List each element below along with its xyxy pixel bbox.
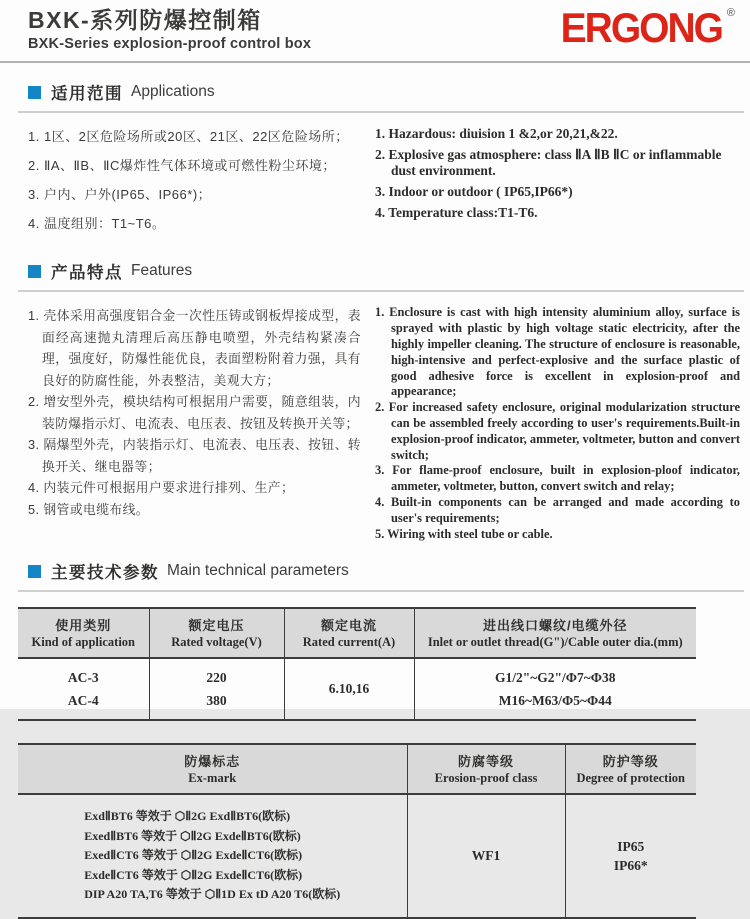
section-features bbox=[0, 259, 750, 542]
header-divider bbox=[0, 61, 750, 63]
list-item: 4. 内装元件可根据用户要求进行排列、生产； bbox=[28, 480, 295, 496]
list-item: 2. ⅡA、ⅡB、ⅡC爆炸性气体环境或可燃性粉尘环境； bbox=[28, 158, 336, 174]
col-header-en: Inlet or outlet thread(G")/Cable outer dia.(mm) bbox=[427, 635, 683, 650]
features-columns bbox=[0, 292, 750, 542]
header-titles bbox=[28, 7, 311, 52]
parameters-heading-en: Main technical parameters bbox=[167, 562, 349, 580]
ex-mark-lines bbox=[84, 807, 340, 905]
applications-list-zh bbox=[28, 126, 361, 242]
blue-square-bullet-icon bbox=[28, 86, 41, 99]
applications-columns bbox=[0, 113, 750, 242]
col-header-zh: 额定电压 bbox=[188, 618, 245, 634]
voltage-value: 220 bbox=[206, 670, 227, 686]
col-header-zh: 防腐等级 bbox=[457, 754, 514, 770]
list-item: 3. 隔爆型外壳，内装指示灯、电流表、电压表、按钮、转换开关、继电器等； bbox=[28, 437, 361, 474]
features-list-en bbox=[375, 305, 740, 542]
list-item: 2. 增安型外壳，模块结构可根据用户需要，随意组装，内装防爆指示灯、电流表、电压表、按钮及转换开关等； bbox=[28, 394, 361, 431]
table-header-row bbox=[18, 608, 696, 658]
current-cell: 6.10,16 bbox=[284, 658, 414, 720]
list-item: 5. Wiring with steel tube or cable. bbox=[375, 526, 553, 541]
page-title: BXK-系列防爆控制箱 bbox=[28, 7, 262, 33]
features-heading bbox=[0, 259, 750, 283]
application-value: AC-4 bbox=[67, 693, 99, 709]
list-item: ExdeⅡCT6 等效于 ⬡Ⅱ2G ExdeⅡCT6(欧标) bbox=[84, 867, 303, 882]
list-item: 1. 1区、2区危险场所或20区、21区、22区危险场所； bbox=[28, 129, 349, 145]
col-header-erosion bbox=[407, 744, 565, 794]
parameters-heading bbox=[0, 559, 750, 583]
list-item: 3. 户内、户外(IP65、IP66*)； bbox=[28, 187, 212, 203]
col-header-en: Degree of protection bbox=[576, 771, 686, 786]
section-applications bbox=[0, 80, 750, 242]
list-item: 3. Indoor or outdoor ( IP65,IP66*) bbox=[375, 184, 573, 200]
list-item: ExedⅡCT6 等效于 ⬡Ⅱ2G ExdeⅡCT6(欧标) bbox=[84, 848, 303, 863]
thread-value: M16~M63/Φ5~Φ44 bbox=[498, 693, 612, 709]
col-header-ex-mark bbox=[18, 744, 407, 794]
col-header-en: Kind of application bbox=[31, 635, 135, 650]
col-header-voltage bbox=[149, 608, 284, 658]
col-header-zh: 防爆标志 bbox=[184, 754, 241, 770]
col-header-zh: 额定电流 bbox=[320, 618, 377, 634]
page-header bbox=[0, 0, 750, 52]
features-heading-en: Features bbox=[131, 262, 193, 280]
table-row bbox=[18, 658, 696, 720]
list-item: 1. Enclosure is cast with high intensity aluminium alloy, surface is sprayed with plastic by high voltage static electricity, after the highly impeller cleaning. The structure of enclosure is reasonable, high-intensive and perfect-explosive and the surface plastic of good adhesive force is excellent in explosion-proof and appearance; bbox=[375, 305, 740, 399]
applications-heading-zh: 适用范围 bbox=[51, 85, 123, 104]
col-header-zh: 使用类别 bbox=[55, 618, 112, 634]
page-subtitle: BXK-Series explosion-proof control box bbox=[28, 36, 312, 53]
protection-value: IP65 bbox=[617, 839, 645, 855]
blue-square-bullet-icon bbox=[28, 565, 41, 578]
blue-square-bullet-icon bbox=[28, 265, 41, 278]
parameters-heading-zh: 主要技术参数 bbox=[51, 564, 159, 583]
section-divider bbox=[18, 590, 744, 592]
voltage-value: 380 bbox=[206, 693, 227, 709]
col-header-current bbox=[284, 608, 414, 658]
registered-trademark-icon: ® bbox=[726, 7, 735, 19]
thread-value: G1/2"~G2"/Φ7~Φ38 bbox=[495, 670, 616, 686]
voltage-cell bbox=[149, 658, 284, 720]
list-item: 4. 温度组别：T1~T6。 bbox=[28, 216, 166, 232]
list-item: 1. 壳体采用高强度铝合金一次性压铸或钢板焊接成型，表面经高速抛丸清理后高压静电喷塑，外壳结构紧凑合理，强度好，防爆性能优良，表面塑粉附着力强，具有良好的防腐性能，外表整洁，美观大方； bbox=[28, 308, 361, 388]
application-value: AC-3 bbox=[67, 670, 99, 686]
thread-cell bbox=[414, 658, 696, 720]
protection-value: IP66* bbox=[613, 858, 648, 874]
list-item: 4. Temperature class:T1-T6. bbox=[375, 205, 538, 221]
applications-heading bbox=[0, 80, 750, 104]
col-header-en: Erosion-proof class bbox=[434, 771, 538, 786]
erosion-class-cell: WF1 bbox=[407, 794, 565, 918]
list-item: DIP A20 TA,T6 等效于 ⬡Ⅱ1D Ex tD A20 T6(欧标) bbox=[84, 887, 341, 902]
ergong-logo bbox=[560, 5, 735, 52]
col-header-en: Ex-mark bbox=[188, 771, 237, 786]
features-heading-zh: 产品特点 bbox=[51, 264, 123, 283]
applications-heading-en: Applications bbox=[131, 83, 215, 101]
protection-cell bbox=[565, 794, 696, 918]
col-header-protection bbox=[565, 744, 696, 794]
col-header-thread bbox=[414, 608, 696, 658]
list-item: 4. Built-in components can be arranged and made according to user's requirements; bbox=[375, 495, 740, 525]
ex-mark-table bbox=[18, 743, 696, 919]
list-item: 1. Hazardous: diuision 1 &2,or 20,21,&22. bbox=[375, 126, 618, 142]
ratings-table bbox=[18, 607, 696, 721]
col-header-en: Rated current(A) bbox=[302, 635, 396, 650]
list-item: 2. For increased safety enclosure, original modularization structure can be assembled freely according to user's requirements.Built-in explosion-proof indicator, ammeter, voltmeter, button and convert switch; bbox=[375, 400, 740, 462]
list-item: ExdⅡBT6 等效于 ⬡Ⅱ2G ExdⅡBT6(欧标) bbox=[84, 809, 291, 824]
col-header-application bbox=[18, 608, 149, 658]
list-item: 2. Explosive gas atmosphere: class ⅡA ⅡB ⅡC or inflammable dust environment. bbox=[375, 147, 722, 179]
col-header-zh: 进出线口螺纹/电缆外径 bbox=[482, 618, 628, 634]
ergong-logo-text: ERGONG bbox=[560, 5, 722, 52]
list-item: 3. For flame-proof enclosure, built in explosion-ploof indicator, ammeter, voltmeter, button, convert switch and relay; bbox=[375, 463, 740, 494]
table-header-row bbox=[18, 744, 696, 794]
list-item: 5. 钢管或电缆布线。 bbox=[28, 501, 150, 517]
application-cell bbox=[18, 658, 149, 720]
section-parameters bbox=[0, 559, 750, 919]
list-item: ExedⅡBT6 等效于 ⬡Ⅱ2G ExdeⅡBT6(欧标) bbox=[84, 828, 301, 843]
col-header-zh: 防护等级 bbox=[602, 754, 659, 770]
ex-mark-cell bbox=[18, 794, 407, 918]
col-header-en: Rated voltage(V) bbox=[171, 635, 262, 650]
features-list-zh bbox=[28, 305, 361, 542]
table-row bbox=[18, 794, 696, 918]
applications-list-en bbox=[375, 126, 740, 242]
